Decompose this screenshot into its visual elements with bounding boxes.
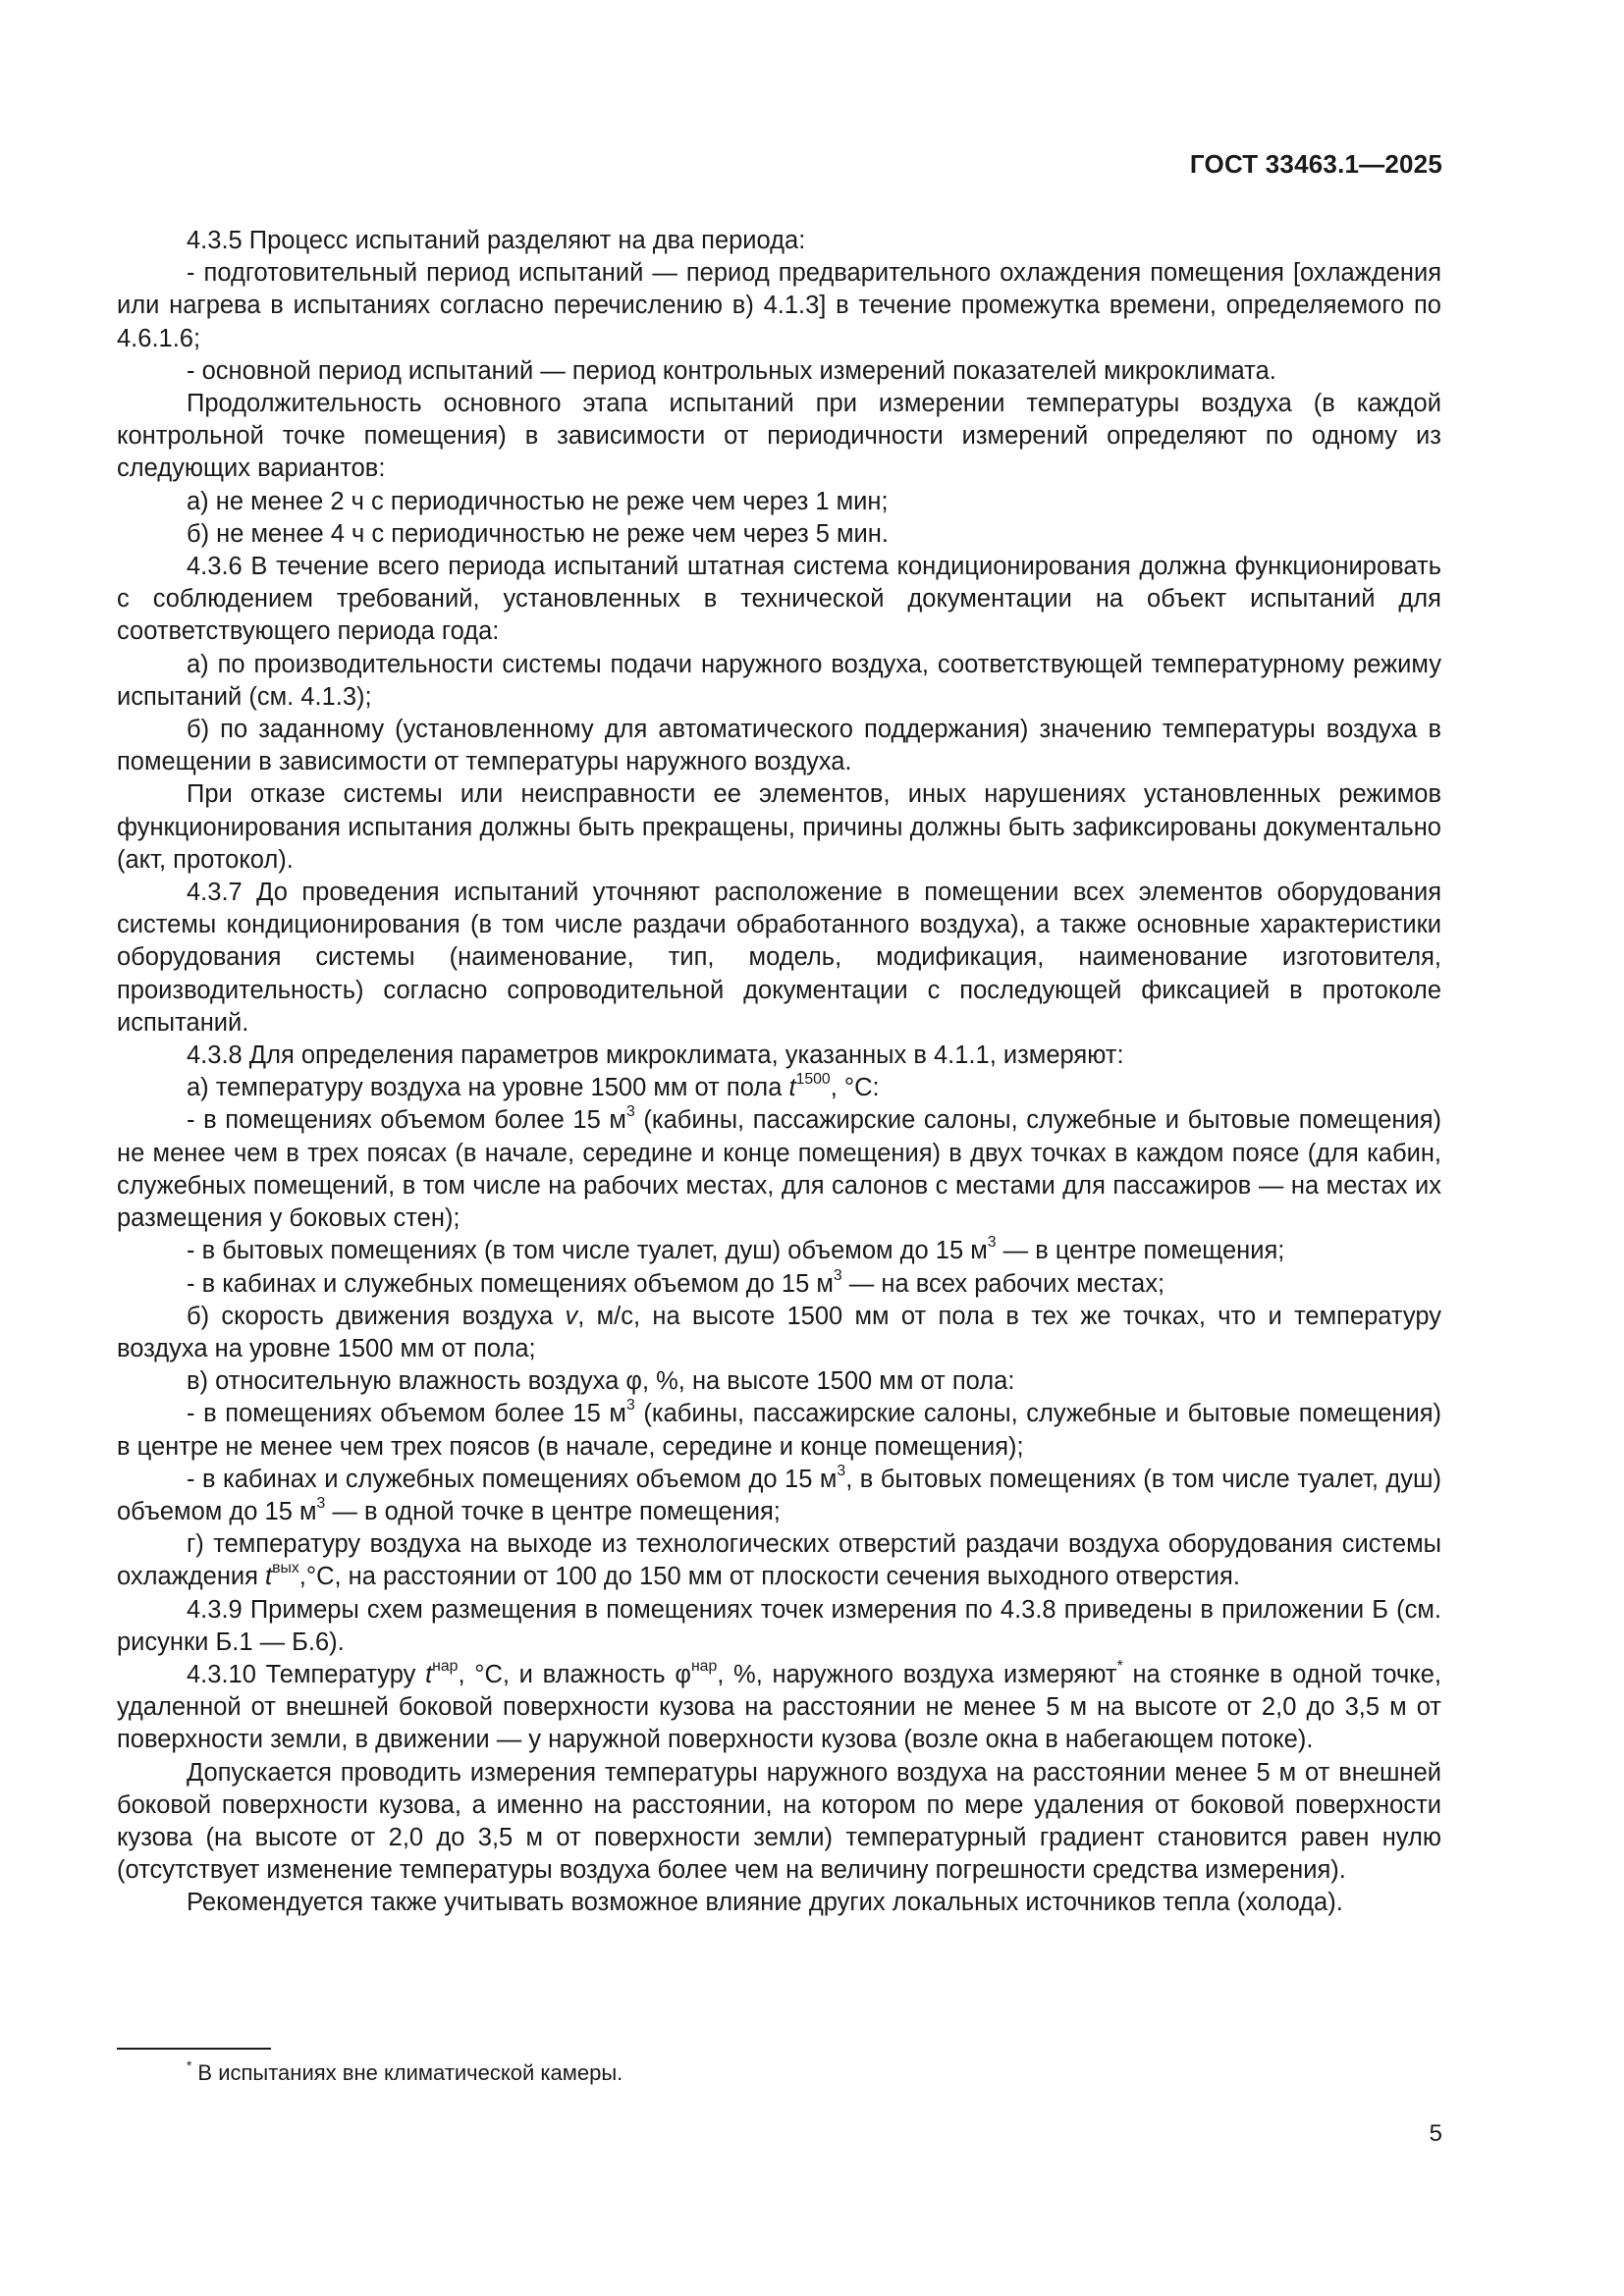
- paragraph-4-3-6-a: а) по производительности системы подачи наружного воздуха, соответствующей температурному режиму испытаний (см. 4.1.3);: [117, 650, 1441, 711]
- paragraph-4-3-8-g: г) температуру воздуха на выходе из технологических отверстий раздачи воздуха оборудования системы охлаждения $t^{вых},^\circ С$, на расстоянии от 100 до 150 мм от плоскости сечения выходного отверстия.: [117, 1530, 1441, 1591]
- paragraph-rooms-more-15-humidity: - в помещениях объемом более 15 $м^3$ (кабины, пассажирские салоны, служебные и бытовые помещения) в центре не менее чем трех поясов (в начале, середине и конце помещения);: [117, 1397, 1442, 1461]
- paragraph-4-3-8-a: а) температуру воздуха на уровне 1500 мм от пола $t^{1500}$, °С:: [187, 1071, 880, 1102]
- footnote: [187, 2058, 623, 2088]
- document-header: ГОСТ 33463.1—2025: [1189, 149, 1442, 179]
- paragraph-4-3-8-b: б) скорость движения воздуха v, м/с, на высоте 1500 мм от пола в тех же точках, что и температуру воздуха на уровне 1500 мм от пола;: [117, 1302, 1441, 1362]
- paragraph-4-3-7: 4.3.7 До проведения испытаний уточняют расположение в помещении всех элементов оборудования системы кондиционирования (в том числе раздачи обработанного воздуха), а также основные характеристики оборудования системы (наименование, тип, модель, модификация, наименование изготовителя, производительность) согласно сопроводительной документации с последующей фиксацией в протоколе испытаний.: [117, 879, 1441, 1037]
- paragraph-failure: При отказе системы или неисправности ее элементов, иных нарушениях установленных режимов функционирования испытания должны быть прекращены, причины должны быть зафиксированы документально (акт, протокол).: [117, 780, 1441, 874]
- paragraph-variant-b: б) не менее 4 ч с периодичностью не реже чем через 5 мин.: [187, 519, 889, 548]
- paragraph-4-3-5: 4.3.5 Процесс испытаний разделяют на два периода:: [187, 227, 806, 254]
- page-number: 5: [1429, 2120, 1442, 2147]
- paragraph-recommended: Рекомендуется также учитывать возможное влияние других локальных источников тепла (холода).: [187, 1889, 1343, 1917]
- paragraph-allowed: Допускается проводить измерения температуры наружного воздуха на расстоянии менее 5 м от внешней боковой поверхности кузова, а именно на расстоянии, на котором по мере удаления от боковой поверхности кузова (на высоте от 2,0 до 3,5 м от поверхности земли) температурный градиент становится равен нулю (отсутствует изменение температуры воздуха более чем на величину погрешности средства измерения).: [117, 1758, 1441, 1885]
- paragraph-rooms-more-15: - в помещениях объемом более 15 $м^3$ (кабины, пассажирские салоны, служебные и бытовые помещения) не менее чем в трех поясах (в начале, середине и конце помещения) в двух точках в каждом поясе (для кабин, служебных помещений, в том числе на рабочих местах, для салонов с местами для пассажиров — на местах их размещения у боковых стен);: [117, 1103, 1442, 1233]
- paragraph-4-3-6-b: б) по заданному (установленному для автоматического поддержания) значению температуры воздуха в помещении в зависимости от температуры наружного воздуха.: [117, 716, 1441, 776]
- footnote-mark: *: [187, 2057, 192, 2073]
- footnote-text: В испытаниях вне климатической камеры.: [191, 2060, 623, 2085]
- paragraph-household-rooms: - в бытовых помещениях (в том числе туалет, душ) объемом до 15 $м^3$ — в центре помещения;: [187, 1234, 1285, 1265]
- paragraph-cabins: - в кабинах и служебных помещениях объемом до 15 $м^3$ — на всех рабочих местах;: [187, 1266, 1165, 1298]
- paragraph-4-3-8: 4.3.8 Для определения параметров микроклимата, указанных в 4.1.1, измеряют:: [187, 1041, 1124, 1070]
- paragraph-4-3-10: 4.3.10 Температуру $t^{нар}$, °С, и влажность $\varphi^{нар}$, %, наружного воздуха измеряют* на стоянке в одной точке, удаленной от внешней боковой поверхности кузова на расстоянии не менее 5 м на высоте от 2,0 до 3,5 м от поверхности земли, в движении — у наружной поверхности кузова (возле окна в набегающем потоке).: [117, 1658, 1441, 1754]
- paragraph-variant-a: а) не менее 2 ч с периодичностью не реже чем через 1 мин;: [187, 487, 889, 515]
- footnote-divider: [117, 2048, 271, 2050]
- paragraph-4-3-9: 4.3.9 Примеры схем размещения в помещениях точек измерения по 4.3.8 приведены в приложении Б (см. рисунки Б.1 — Б.6).: [117, 1595, 1441, 1656]
- footnote-reference: *: [1116, 1658, 1123, 1676]
- paragraph-4-3-8-v: в) относительную влажность воздуха φ, %, на высоте 1500 мм от пола:: [187, 1367, 1015, 1396]
- document-body: [117, 225, 1441, 1920]
- paragraph-duration: Продолжительность основного этапа испытаний при измерении температуры воздуха (в каждой контрольной точке помещения) в зависимости от периодичности измерений определяют по одному из следующих вариантов:: [117, 390, 1441, 483]
- paragraph-main-period: - основной период испытаний — период контрольных измерений показателей микроклимата.: [187, 356, 1276, 385]
- paragraph-cabins-humidity: - в кабинах и служебных помещениях объемом до 15 $м^3$, в бытовых помещениях (в том числе туалет, душ) объемом до 15 $м^3$ — в одной точке в центре помещения;: [117, 1462, 1442, 1525]
- paragraph-prep-period: - подготовительный период испытаний — период предварительного охлаждения помещения [охлаждения или нагрева в испытаниях согласно перечислению в) 4.1.3] в течение промежутка времени, определяемого по 4.6.1.6;: [117, 259, 1441, 352]
- paragraph-4-3-6: 4.3.6 В течение всего периода испытаний штатная система кондиционирования должна функционировать с соблюдением требований, установленных в технической документации на объект испытаний для соответствующего периода года:: [117, 553, 1441, 646]
